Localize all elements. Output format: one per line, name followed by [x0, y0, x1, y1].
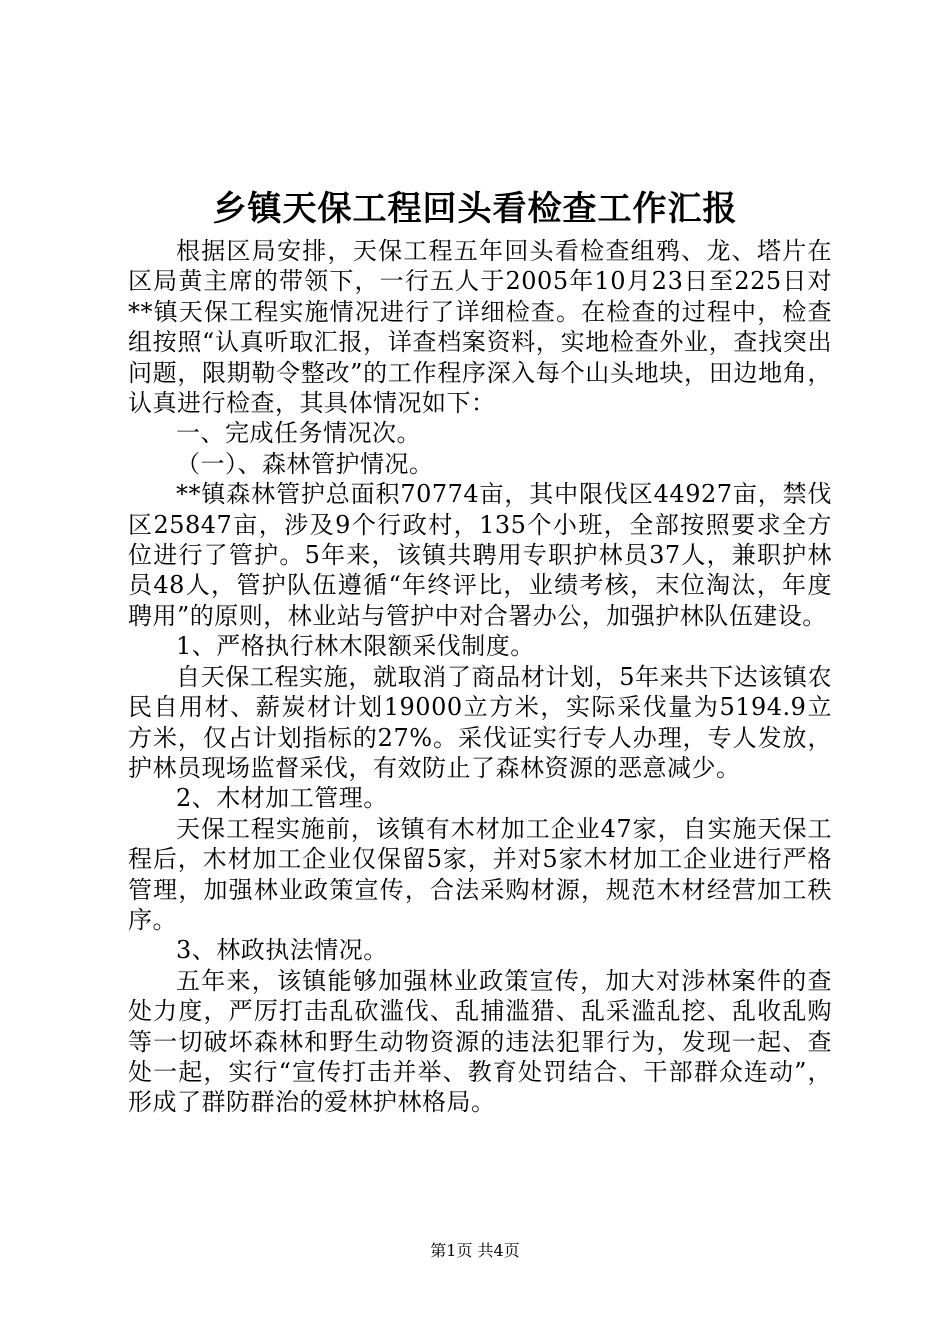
document-title: 乡镇天保工程回头看检查工作汇报	[212, 189, 738, 229]
heading-item-2: 2、木材加工管理。	[176, 784, 388, 813]
paragraph-logging-quota: 自天保工程实施，就取消了商品材计划，5年来共下达该镇农民自用材、薪炭材计划19000立方米，实际采伐量为5194.9立方米，仅占计划指标的27%。采伐证实行专人办理，专人发放，护林员现场监督采伐，有效防止了森林资源的恶意减少。	[128, 662, 832, 782]
page-footer: 第1页 共4页	[430, 1241, 520, 1260]
document-body	[128, 236, 832, 1118]
paragraph-intro: 根据区局安排，天保工程五年回头看检查组鸦、龙、塔片在区局黄主席的带领下，一行五人于2005年10月23日至225日对**镇天保工程实施情况进行了详细检查。在检查的过程中，检查组按照“认真听取汇报，详查档案资料，实地检查外业，查找突出问题，限期勒令整改”的工作程序深入每个山头地块，田边地角，认真进行检查，其具体情况如下：	[128, 237, 832, 418]
paragraph-law-enforcement: 五年来，该镇能够加强林业政策宣传，加大对涉林案件的查处力度，严厉打击乱砍滥伐、乱捕滥猎、乱采滥乱挖、乱收乱购等一切破坏森林和野生动物资源的违法犯罪行为，发现一起、查处一起，实行“宣传打击并举、教育处罚结合、干部群众连动”，形成了群防群治的爱林护林格局。	[128, 966, 832, 1117]
heading-item-1: 1、严格执行林木限额采伐制度。	[176, 632, 535, 661]
heading-item-3: 3、林政执法情况。	[176, 936, 388, 965]
heading-section-1: 一、完成任务情况次。	[176, 419, 421, 448]
paragraph-forest-protection: **镇森林管护总面积70774亩，其中限伐区44927亩，禁伐区25847亩，涉及9个行政村，135个小班，全部按照要求全方位进行了管护。5年来，该镇共聘用专职护林员37人，兼职护林员48人，管护队伍遵循“年终评比，业绩考核，末位淘汰，年度聘用”的原则，林业站与管护中对合署办公，加强护林队伍建设。	[128, 480, 832, 630]
heading-subsection-1: （一）、森林管护情况。	[176, 449, 434, 478]
paragraph-timber-processing: 天保工程实施前，该镇有木材加工企业47家，自实施天保工程后，木材加工企业仅保留5家，并对5家木材加工企业进行严格管理，加强林业政策宣传，合法采购材源，规范木材经营加工秩序。	[128, 814, 832, 934]
